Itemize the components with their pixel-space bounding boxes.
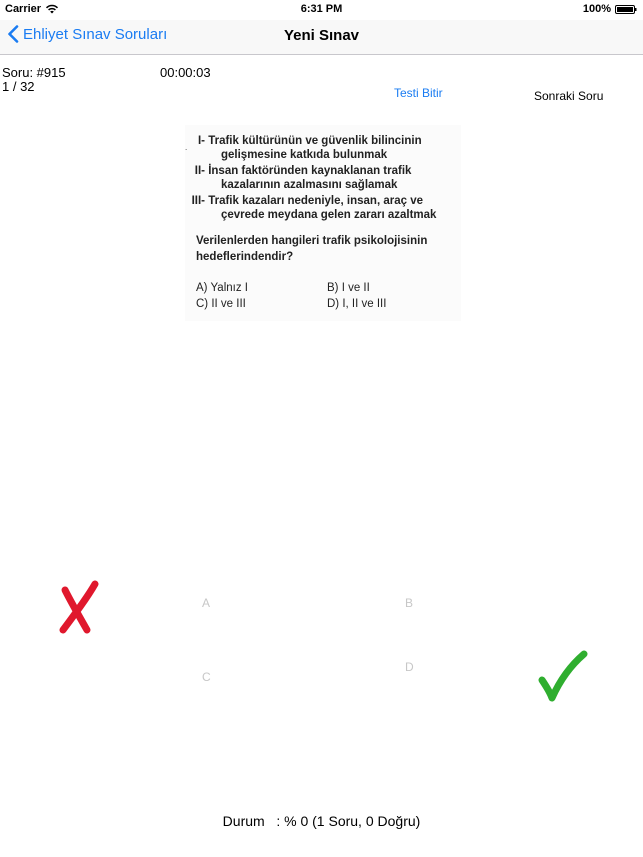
option-b-text: B) I ve II — [327, 282, 370, 294]
statement-2-line2: kazalarının azalmasını sağlamak — [221, 179, 398, 191]
option-a-text: A) Yalnız I — [196, 282, 248, 294]
answer-c-button[interactable]: C — [202, 670, 211, 684]
status-bar — [0, 0, 643, 20]
decorative-dot: . — [185, 143, 188, 152]
page-title: Yeni Sınav — [283, 27, 360, 44]
answer-d-button[interactable]: D — [405, 660, 414, 674]
navigation-bar — [0, 20, 643, 55]
exam-timer: 00:00:03 — [160, 65, 211, 80]
statement-1-line2: gelişmesine katkıda bulunmak — [221, 149, 388, 161]
battery-icon — [615, 5, 637, 14]
carrier-label: Carrier — [5, 3, 42, 15]
question-prompt — [196, 233, 427, 265]
score-status: Durum : % 0 (1 Soru, 0 Doğru) — [222, 813, 421, 829]
status-time: 6:31 PM — [300, 3, 343, 15]
red-x-icon — [57, 580, 105, 636]
next-question-button[interactable]: Sonraki Soru — [534, 89, 604, 103]
option-d-text: D) I, II ve III — [327, 298, 387, 310]
statement-3: III- Trafik kazaları nedeniyle, insan, araç ve — [191, 195, 423, 207]
finish-test-button[interactable]: Testi Bitir — [394, 86, 443, 100]
battery-info — [583, 3, 637, 15]
battery-percent: 100% — [582, 3, 611, 15]
question-number: Soru: #915 — [2, 65, 66, 80]
back-button-label: Ehliyet Sınav Soruları — [23, 25, 168, 43]
statement-2: II- İnsan faktöründen kaynaklanan trafik — [194, 165, 412, 177]
question-prompt-line2: hedeflerindendir? — [196, 251, 294, 263]
answer-a-button[interactable]: A — [202, 596, 211, 610]
answer-b-button[interactable]: B — [405, 596, 414, 610]
question-image — [185, 125, 461, 321]
question-progress: 1 / 32 — [2, 79, 35, 94]
statement-1: I- Trafik kültürünün ve güvenlik bilincinin — [197, 135, 422, 147]
green-check-icon — [536, 650, 588, 702]
statement-3-line2: çevrede meydana gelen zararı azaltmak — [221, 209, 437, 221]
question-prompt-line1: Verilenlerden hangileri trafik psikolojisinin — [196, 235, 428, 247]
option-c-text: C) II ve III — [196, 298, 246, 310]
